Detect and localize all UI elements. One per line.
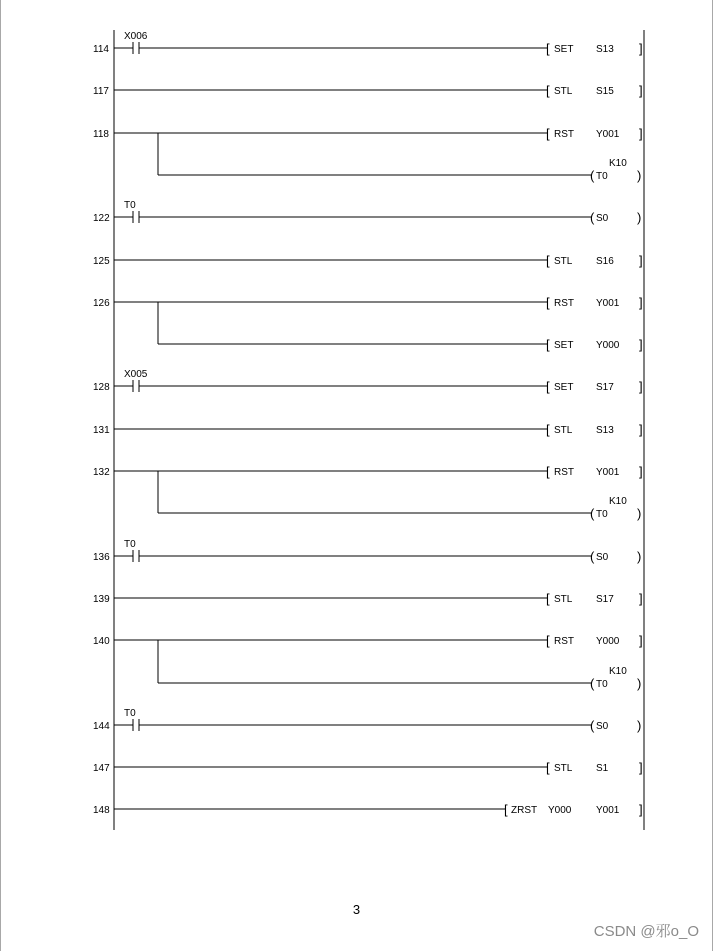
instruction-operand: Y001 <box>596 129 620 140</box>
instruction-bracket-open: [ <box>546 591 550 606</box>
coil-paren-close: ) <box>637 210 642 225</box>
coil-name: S0 <box>596 721 609 732</box>
timer-constant: K10 <box>609 158 627 169</box>
instruction-name: RST <box>554 129 574 140</box>
instruction-bracket-close: ] <box>639 633 643 648</box>
coil-paren-close: ) <box>637 168 642 183</box>
step-number: 131 <box>93 425 110 436</box>
contact-label: T0 <box>124 200 136 211</box>
instruction-operand: Y001 <box>596 298 620 309</box>
coil-name: T0 <box>596 509 608 520</box>
instruction-bracket-open: [ <box>546 126 550 141</box>
instruction-operand: S1 <box>596 763 609 774</box>
instruction-bracket-open: [ <box>546 253 550 268</box>
instruction-name: STL <box>554 256 573 267</box>
instruction-operand: S15 <box>596 86 614 97</box>
instruction-operand: S17 <box>596 382 614 393</box>
step-number: 114 <box>93 44 109 55</box>
step-number: 144 <box>93 721 110 732</box>
instruction-name: RST <box>554 636 574 647</box>
instruction-name: SET <box>554 382 574 393</box>
instruction-bracket-close: ] <box>639 126 643 141</box>
contact-label: T0 <box>124 539 136 550</box>
coil-name: T0 <box>596 679 608 690</box>
coil-paren-close: ) <box>637 549 642 564</box>
step-number: 139 <box>93 594 110 605</box>
step-number: 147 <box>93 763 110 774</box>
coil-paren-close: ) <box>637 676 642 691</box>
coil-name: T0 <box>596 171 608 182</box>
coil-paren-close: ) <box>637 718 642 733</box>
instruction-name: SET <box>554 340 574 351</box>
instruction-operand: S16 <box>596 256 614 267</box>
instruction-operand: Y001 <box>596 467 620 478</box>
instruction-operand: Y000 <box>596 340 620 351</box>
instruction-operand: Y001 <box>596 805 620 816</box>
instruction-bracket-close: ] <box>639 295 643 310</box>
coil-paren-open: ( <box>590 549 595 564</box>
contact-label: X005 <box>124 369 148 380</box>
instruction-name: STL <box>554 86 573 97</box>
step-number: 122 <box>93 213 110 224</box>
coil-paren-open: ( <box>590 718 595 733</box>
step-number: 140 <box>93 636 110 647</box>
step-number: 125 <box>93 256 110 267</box>
instruction-operand: Y000 <box>596 636 620 647</box>
instruction-bracket-close: ] <box>639 41 643 56</box>
instruction-bracket-close: ] <box>639 83 643 98</box>
instruction-bracket-open: [ <box>546 41 550 56</box>
instruction-bracket-close: ] <box>639 379 643 394</box>
instruction-operand: S17 <box>596 594 614 605</box>
timer-constant: K10 <box>609 666 627 677</box>
instruction-name: STL <box>554 425 573 436</box>
step-number: 117 <box>93 86 109 97</box>
instruction-bracket-close: ] <box>639 591 643 606</box>
step-number: 132 <box>93 467 110 478</box>
coil-name: S0 <box>596 213 609 224</box>
watermark: CSDN @邪o_O <box>593 923 699 940</box>
step-number: 136 <box>93 552 110 563</box>
instruction-operand: S13 <box>596 44 614 55</box>
coil-paren-open: ( <box>590 168 595 183</box>
instruction-bracket-open: [ <box>546 633 550 648</box>
instruction-bracket-open: [ <box>546 337 550 352</box>
instruction-bracket-open: [ <box>504 802 508 817</box>
step-number: 148 <box>93 805 110 816</box>
instruction-name: SET <box>554 44 574 55</box>
instruction-bracket-open: [ <box>546 379 550 394</box>
instruction-bracket-open: [ <box>546 760 550 775</box>
instruction-bracket-open: [ <box>546 422 550 437</box>
instruction-name: STL <box>554 594 573 605</box>
coil-name: S0 <box>596 552 609 563</box>
instruction-bracket-close: ] <box>639 422 643 437</box>
instruction-name: ZRST <box>511 805 538 816</box>
instruction-bracket-close: ] <box>639 802 643 817</box>
step-number: 118 <box>93 129 109 140</box>
instruction-operand: S13 <box>596 425 614 436</box>
instruction-bracket-close: ] <box>639 253 643 268</box>
instruction-bracket-close: ] <box>639 337 643 352</box>
instruction-operand: Y000 <box>548 805 572 816</box>
instruction-name: RST <box>554 298 574 309</box>
instruction-name: RST <box>554 467 574 478</box>
timer-constant: K10 <box>609 496 627 507</box>
instruction-name: STL <box>554 763 573 774</box>
step-number: 128 <box>93 382 110 393</box>
contact-label: X006 <box>124 31 148 42</box>
instruction-bracket-close: ] <box>639 464 643 479</box>
coil-paren-open: ( <box>590 210 595 225</box>
step-number: 126 <box>93 298 110 309</box>
coil-paren-open: ( <box>590 506 595 521</box>
instruction-bracket-open: [ <box>546 295 550 310</box>
page-number: 3 <box>352 902 361 917</box>
coil-paren-close: ) <box>637 506 642 521</box>
instruction-bracket-close: ] <box>639 760 643 775</box>
coil-paren-open: ( <box>590 676 595 691</box>
instruction-bracket-open: [ <box>546 83 550 98</box>
contact-label: T0 <box>124 708 136 719</box>
instruction-bracket-open: [ <box>546 464 550 479</box>
